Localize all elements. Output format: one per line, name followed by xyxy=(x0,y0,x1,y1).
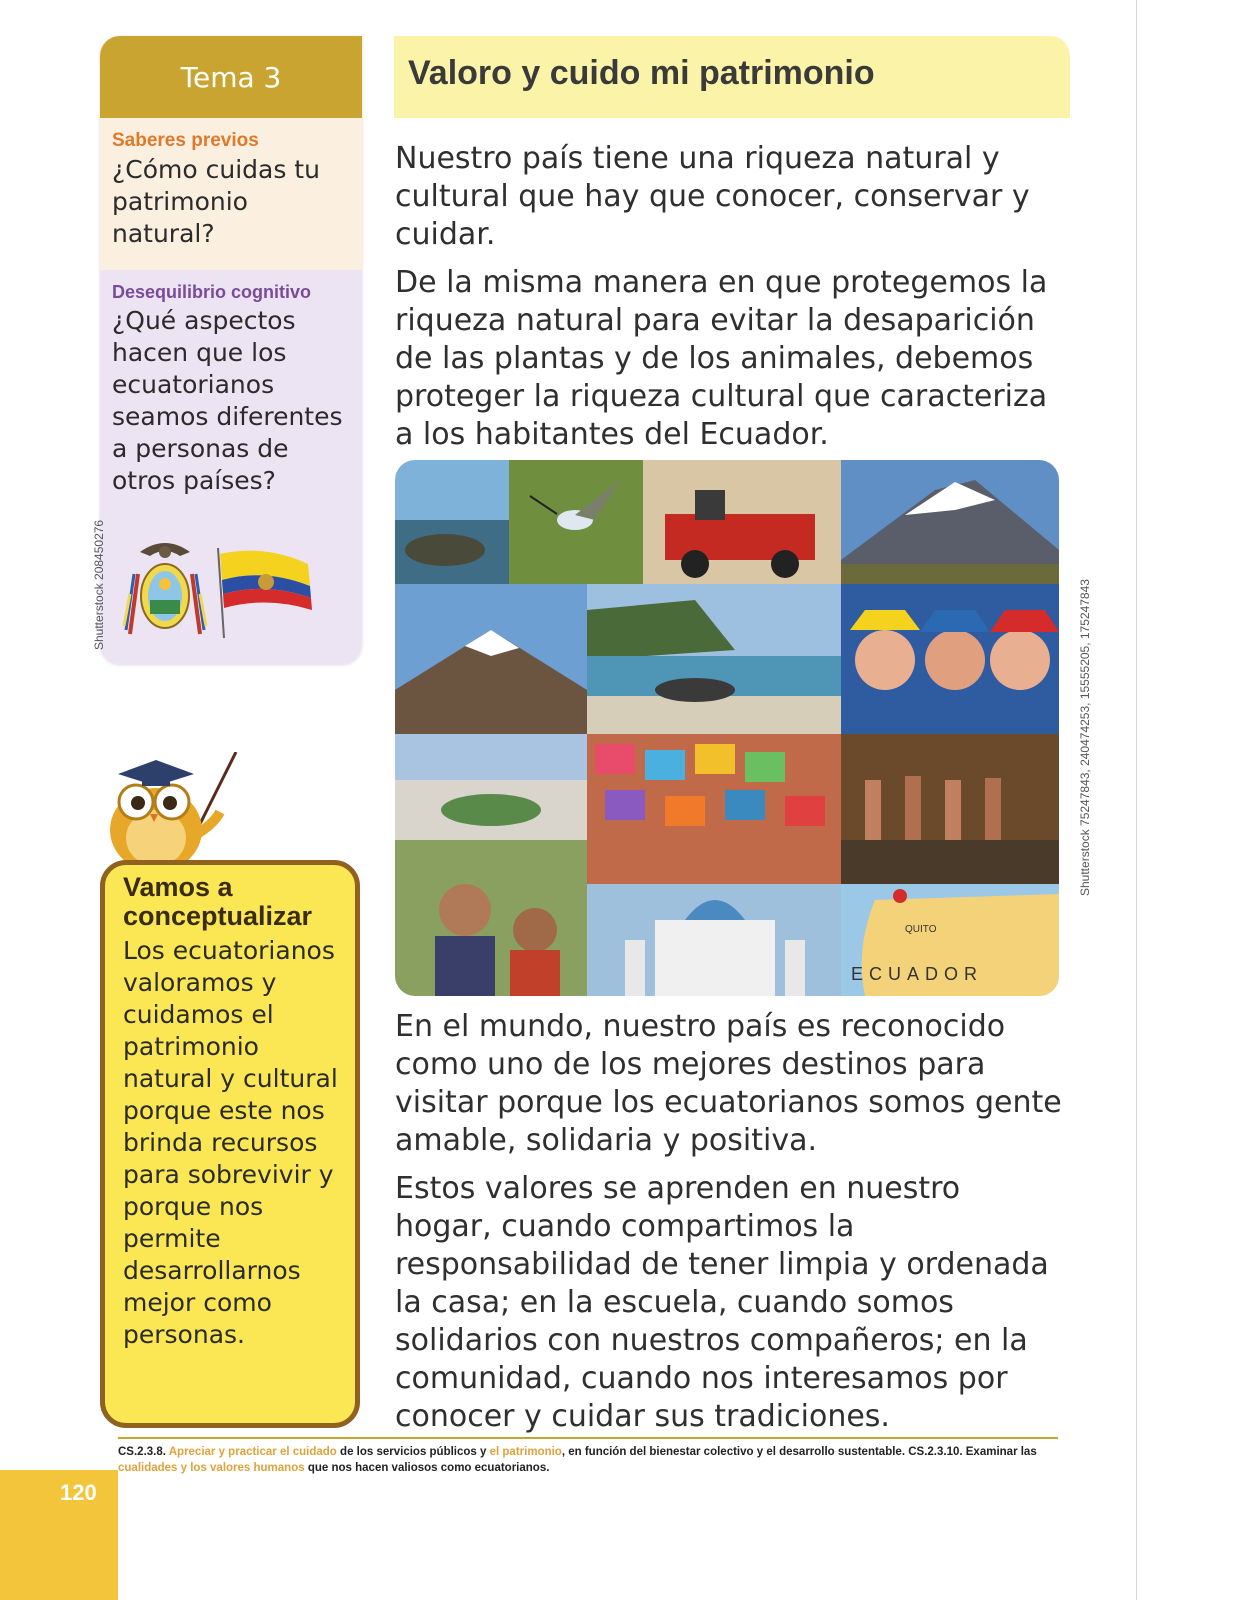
chimborazo-volcano-photo xyxy=(841,460,1059,584)
page-title: Valoro y cuido mi patrimonio xyxy=(408,54,875,92)
galapagos-coast-photo xyxy=(395,460,509,584)
footer-highlight-3: cualidades y los valores humanos xyxy=(118,1462,305,1474)
saberes-previos-question: ¿Cómo cuidas tu patrimonio natural? xyxy=(112,155,320,248)
footer-text-1: de los servicios públicos y xyxy=(340,1446,487,1458)
footer-highlight-2: el patrimonio xyxy=(489,1446,562,1458)
collage-photo-credit xyxy=(1060,579,1092,900)
ecuador-photo-collage xyxy=(395,460,1059,996)
map-country-label: ECUADOR xyxy=(851,964,984,984)
desequilibrio-label: Desequilibrio cognitivo xyxy=(112,282,312,302)
tema-header: Tema 3 xyxy=(100,36,362,118)
beach-cliffs-photo xyxy=(587,584,841,734)
map-city-label: QUITO xyxy=(905,924,937,935)
saberes-previos-section xyxy=(100,118,362,270)
ecuador-map-photo xyxy=(841,884,1059,996)
paragraph-2: De la misma manera en que protegemos la riqueza natural para evitar la desaparición de las plantas y de los animales, debemos proteger la riqueza cultural que caracteriza a los habitantes del Ecuador. xyxy=(395,265,1048,452)
collage-photo-credit-text: Shutterstock 75247843, 240474253, 15555205, 175247843 xyxy=(1078,579,1092,896)
paragraph-1: Nuestro país tiene una riqueza natural y cultural que hay que conocer, conservar y cuidar. xyxy=(395,141,1030,252)
steam-train-photo xyxy=(643,460,841,584)
coat-of-arms-icon xyxy=(124,543,206,634)
quito-city-photo xyxy=(395,734,587,840)
saberes-previos-label: Saberes previos xyxy=(112,130,259,151)
ecuador-flag-icon xyxy=(218,548,312,638)
desequilibrio-question: ¿Qué aspectos hacen que los ecuatorianos seamos diferentes a personas de otros países? xyxy=(112,306,343,495)
hummingbird-photo xyxy=(509,460,643,584)
page-edge-line xyxy=(1136,0,1137,1600)
cathedral-photo xyxy=(587,884,841,996)
ecuador-emblems-image xyxy=(120,534,340,644)
indigenous-dancers-photo xyxy=(841,734,1059,884)
left-photo-credit xyxy=(78,520,118,650)
desequilibrio-section xyxy=(100,270,362,664)
concept-body: Los ecuatorianos valoramos y cuidamos el patrimonio natural y cultural porque este nos brinda recursos para sobrevivir y porque nos permite desarrollarnos mejor como personas. xyxy=(123,936,338,1349)
curriculum-footer xyxy=(118,1444,1058,1476)
footer-code-1: CS.2.3.8. xyxy=(118,1446,166,1458)
concept-title: Vamos a conceptualizar xyxy=(123,872,313,931)
footer-highlight-1: Apreciar y practicar el cuidado xyxy=(168,1446,337,1458)
footer-text-2: , en función del bienestar colectivo y el desarrollo sustentable. xyxy=(561,1446,906,1458)
left-photo-credit-text: Shutterstock 208450276 xyxy=(92,519,106,650)
page-number: 120 xyxy=(60,1480,97,1505)
footer-text-4: que nos hacen valiosos como ecuatorianos. xyxy=(307,1462,550,1474)
footer-code-2: CS.2.3.10. xyxy=(908,1446,963,1458)
tema-box xyxy=(100,36,362,664)
festival-people-photo xyxy=(841,584,1059,734)
colorful-houses-photo xyxy=(587,734,841,884)
paragraph-3: En el mundo, nuestro país es reconocido como uno de los mejores destinos para visitar porque los ecuatorianos somos gente amable, solidaria y positiva. xyxy=(395,1009,1062,1158)
footer-divider xyxy=(118,1437,1058,1439)
cotopaxi-volcano-photo xyxy=(395,584,587,734)
owl-mascot-icon xyxy=(104,752,254,872)
footer-text-3: Examinar las xyxy=(965,1446,1037,1458)
children-highlands-photo xyxy=(395,840,587,996)
vamos-a-conceptualizar-box xyxy=(100,860,360,1428)
paragraph-4: Estos valores se aprenden en nuestro hogar, cuando compartimos la responsabilidad de tener limpia y ordenada la casa; en la escuela, cuando somos solidarios con nuestros compañeros; en la comunidad, cuando nos interesamos por conocer y cuidar sus tradiciones. xyxy=(395,1171,1049,1434)
page-number-tab xyxy=(0,1470,118,1600)
